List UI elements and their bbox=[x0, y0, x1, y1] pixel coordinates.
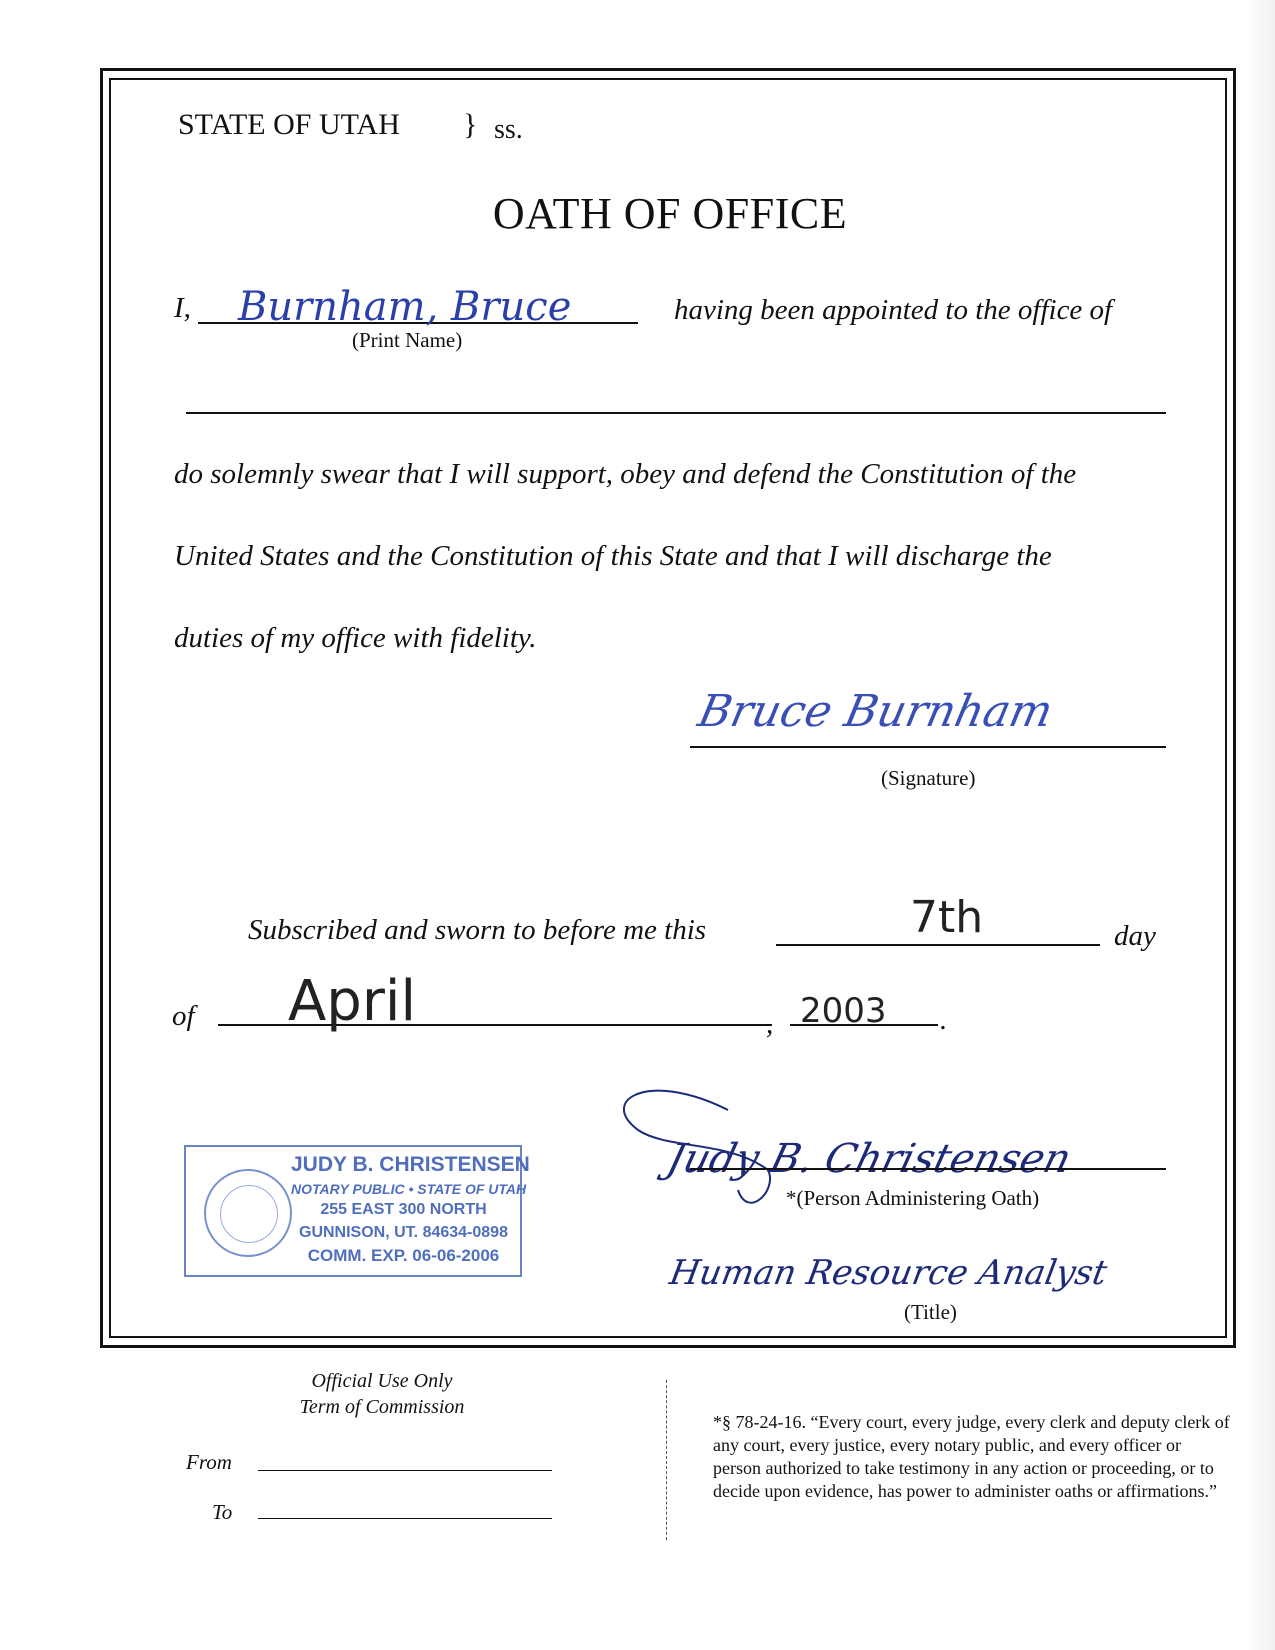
oath-line-2: United States and the Constitution of this State and that I will discharge the bbox=[174, 540, 1052, 572]
state-heading: STATE OF UTAH bbox=[178, 108, 400, 141]
day-handwriting bbox=[910, 880, 1050, 950]
year-value: 2003 bbox=[800, 991, 887, 1031]
statute-footnote: *§ 78-24-16. “Every court, every judge, every clerk and deputy clerk of any court, every justice, every notary public, and every officer or person authorized to take testimony in any action or proceeding, or to decide upon evidence, has power to administer oaths or affirmations.” bbox=[713, 1412, 1230, 1501]
administrator-signature-text: Judy B. Christensen bbox=[662, 1134, 1077, 1182]
print-name-label: (Print Name) bbox=[352, 328, 463, 352]
day-value: 7th bbox=[910, 892, 984, 943]
stamp-commission-expiry: COMM. EXP. 06-06-2006 bbox=[307, 1246, 500, 1265]
document-title: OATH OF OFFICE bbox=[492, 189, 848, 238]
notary-stamp bbox=[184, 1145, 530, 1277]
from-line[interactable] bbox=[258, 1470, 552, 1471]
date-comma: , bbox=[766, 1008, 774, 1040]
printed-name-text: Burnham, Bruce bbox=[238, 284, 572, 330]
appointee-signature-text: Bruce Burnham bbox=[693, 686, 1058, 737]
footer-divider bbox=[666, 1380, 667, 1540]
appointee-signature bbox=[693, 670, 1118, 750]
month-handwriting bbox=[288, 950, 488, 1040]
appointed-text: having been appointed to the office of bbox=[674, 294, 1113, 326]
title-value: Human Resource Analyst bbox=[666, 1253, 1110, 1293]
official-use-heading: Official Use Only bbox=[311, 1370, 453, 1392]
oath-line-3: duties of my office with fidelity. bbox=[174, 622, 537, 654]
to-label: To bbox=[212, 1500, 233, 1524]
day-label: day bbox=[1114, 920, 1156, 952]
venue-ss: ss. bbox=[494, 114, 523, 145]
venue-brace: } bbox=[463, 108, 478, 141]
from-label: From bbox=[186, 1450, 232, 1474]
administrator-label: *(Person Administering Oath) bbox=[786, 1186, 1040, 1210]
signature-line bbox=[690, 746, 1166, 748]
stamp-city: GUNNISON, UT. 84634-0898 bbox=[299, 1224, 508, 1241]
of-label: of bbox=[172, 1000, 195, 1032]
stamp-notary-name: JUDY B. CHRISTENSEN bbox=[291, 1153, 530, 1176]
office-line bbox=[186, 412, 1166, 414]
state-seal-icon bbox=[204, 1169, 292, 1257]
oath-prefix: I, bbox=[174, 292, 191, 324]
stamp-address: 255 EAST 300 NORTH bbox=[320, 1201, 487, 1218]
administrator-line bbox=[690, 1168, 1166, 1170]
month-value: April bbox=[288, 969, 416, 1034]
oath-line-1: do solemnly swear that I will support, obey and defend the Constitution of the bbox=[174, 458, 1077, 490]
term-of-commission-heading: Term of Commission bbox=[299, 1396, 465, 1418]
date-period: . bbox=[940, 1004, 948, 1036]
stamp-notary-title: NOTARY PUBLIC • STATE OF UTAH bbox=[291, 1181, 527, 1197]
sworn-text: Subscribed and sworn to before me this bbox=[248, 914, 707, 946]
to-line[interactable] bbox=[258, 1518, 552, 1519]
page-edge-shadow bbox=[1245, 0, 1275, 1650]
signature-label: (Signature) bbox=[881, 766, 976, 790]
year-handwriting bbox=[800, 980, 940, 1050]
title-label: (Title) bbox=[904, 1300, 957, 1324]
